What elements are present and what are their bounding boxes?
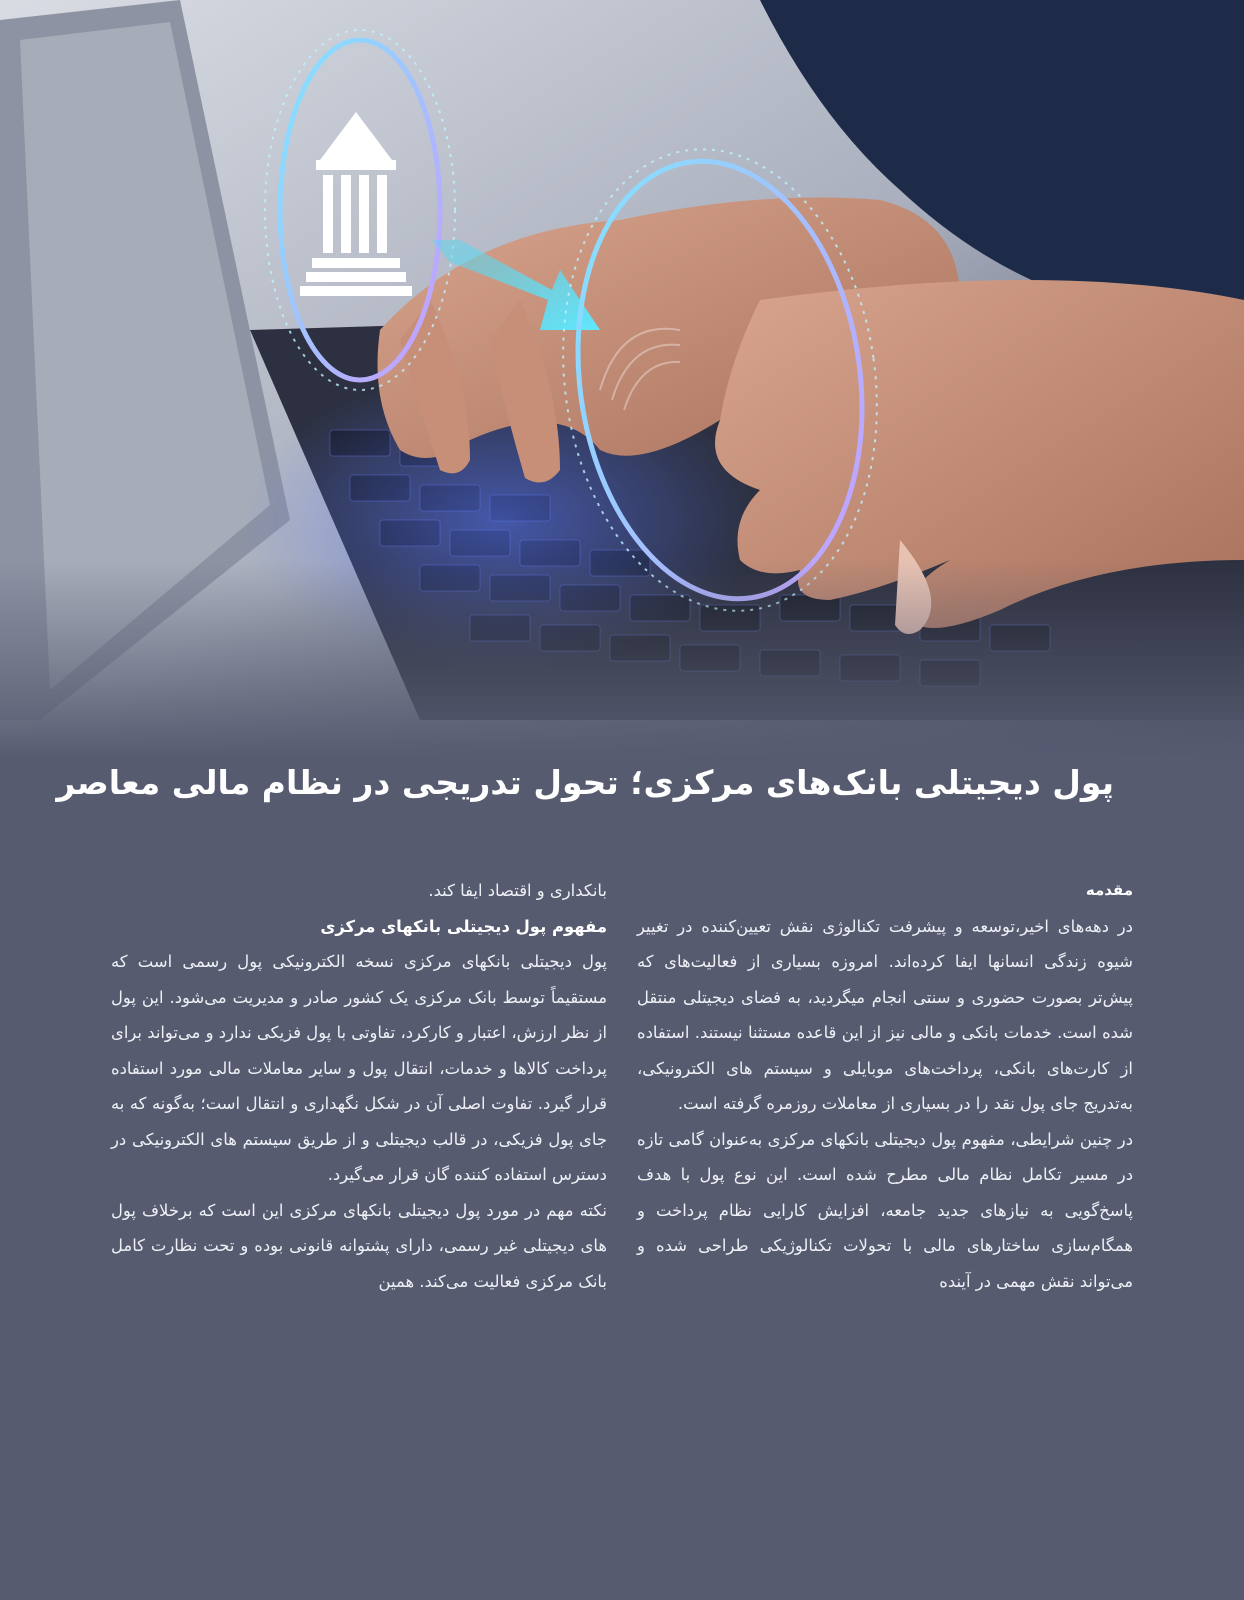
concept-paragraph-2: نکته مهم در مورد پول دیجیتلی بانکهای مرکزی این است که برخلاف پول های دیجیتلی غیر رسمی، دارای پشتوانه قانونی بوده و تحت نظارت کامل بانک مرکزی فعالیت می‌کند. همین: [111, 1200, 607, 1291]
concept-heading: مفهوم پول دیجیتلی بانکهای مرکزی: [320, 916, 607, 936]
intro-heading: مقدمه: [1085, 881, 1133, 899]
concept-paragraph-1: پول دیجیتلی بانکهای مرکزی نسخه الکترونیکی پول رسمی است که مستقیماً توسط بانک مرکزی یک کشور صادر و مدیریت می‌شود. این پول از نظر ارزش، اعتبار و کارکرد، تفاوتی با پول فزیکی ندارد و می‌تواند برای پرداخت کالاها و خدمات، انتقال پول و سایر معاملات مالی مورد استفاده قرار گیرد. تفاوت اصلی آن در شکل نگهداری و انتقال است؛ به‌گونه که به جای پول فزیکی، در قالب دیجیتلی و از طریق سیستم های الکترونیکی در دسترس استفاده کننده گان قرار می‌گیرد.: [111, 952, 607, 1184]
intro-paragraph-1: در دهه‌های اخیر،توسعه و پیشرفت تکنالوژی نقش تعیین‌کننده در تغییر شیوه زندگی انسانها ایفا کرده‌اند. امروزه بسیاری از فعالیت‌های که پیش‌تر بصورت حضوری و سنتی انجام میگردید، به فضای دیجیتلی منتقل شده است. خدمات بانکی و مالی نیز از این قاعده مستثنا نیستند. استفاده از کارت‌های بانکی، پرداخت‌های موبایلی و سیستم های الکترونیکی، به‌تدریج جای پول نقد را در بسیاری از معاملات روزمره گرفته است.: [637, 916, 1133, 1113]
right-column: [637, 873, 1133, 1299]
continuation-paragraph: بانکداری و اقتصاد ایفا کند.: [428, 881, 607, 900]
article-title: پول دیجیتلی بانک‌های مرکزی؛ تحول تدریجی در نظام مالی معاصر: [56, 763, 1114, 802]
hero-illustration: [0, 0, 1244, 760]
left-column: [111, 873, 607, 1299]
intro-paragraph-2: در چنین شرایطی، مفهوم پول دیجیتلی بانکهای مرکزی به‌عنوان گامی تازه در مسیر تکامل نظام مالی مطرح شده است. این نوع پول با هدف پاسخ‌گویی به نیازهای جدید جامعه، افزایش کارایی نظام پرداخت و همگام‌سازی ساختارهای مالی با تحولات تکنالوژیکی طراحی شده و می‌تواند نقش مهمی در آینده: [637, 1129, 1133, 1291]
